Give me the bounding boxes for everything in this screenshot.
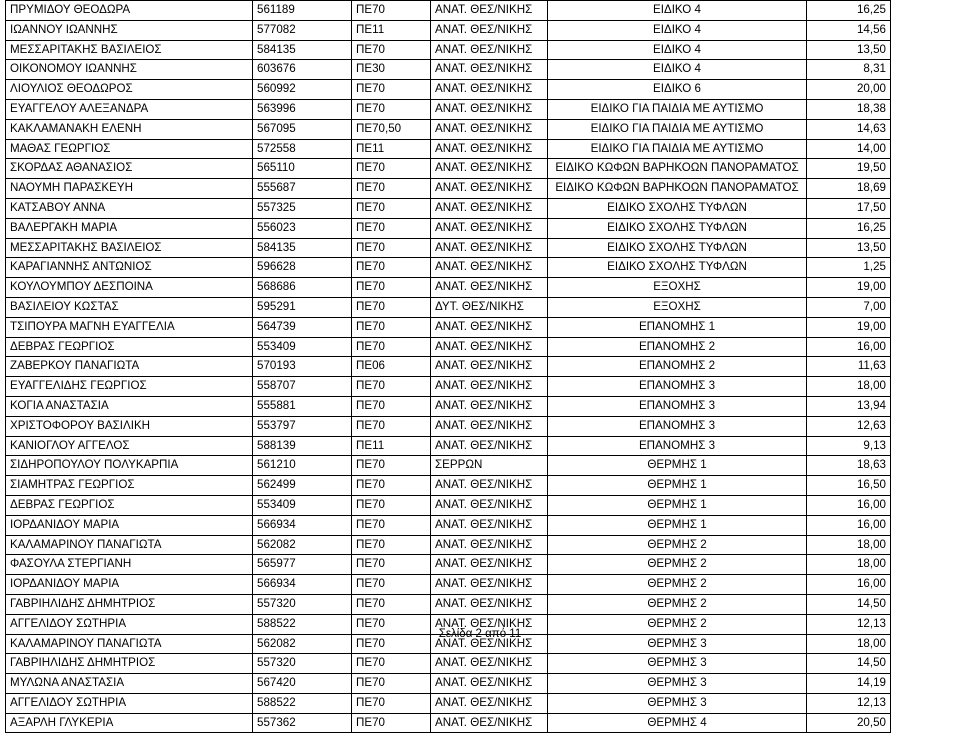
cell-school: ΘΕΡΜΗΣ 4 xyxy=(548,713,807,733)
cell-directorate: ΑΝΑΤ. ΘΕΣ/ΝΙΚΗΣ xyxy=(431,357,548,377)
cell-registry-number: 595291 xyxy=(253,297,352,317)
cell-school: ΕΙΔΙΚΟ ΣΧΟΛΗΣ ΤΥΦΛΩΝ xyxy=(548,258,807,278)
cell-registry-number: 566934 xyxy=(253,575,352,595)
cell-specialty: ΠΕ30 xyxy=(352,60,431,80)
cell-directorate: ΑΝΑΤ. ΘΕΣ/ΝΙΚΗΣ xyxy=(431,674,548,694)
cell-registry-number: 553797 xyxy=(253,416,352,436)
cell-school: ΕΙΔΙΚΟ ΚΩΦΩΝ ΒΑΡΗΚΟΩΝ ΠΑΝΟΡΑΜΑΤΟΣ xyxy=(548,159,807,179)
cell-name: ΓΑΒΡΙΗΛΙΔΗΣ ΔΗΜΗΤΡΙΟΣ xyxy=(6,654,253,674)
cell-registry-number: 557362 xyxy=(253,713,352,733)
cell-name: ΣΙΔΗΡΟΠΟΥΛΟΥ ΠΟΛΥΚΑΡΠΙΑ xyxy=(6,456,253,476)
cell-specialty: ΠΕ70 xyxy=(352,198,431,218)
table-row xyxy=(6,456,891,476)
table-row xyxy=(6,515,891,535)
cell-score: 20,00 xyxy=(807,80,891,100)
cell-specialty: ΠΕ70 xyxy=(352,555,431,575)
table-row xyxy=(6,476,891,496)
cell-directorate: ΑΝΑΤ. ΘΕΣ/ΝΙΚΗΣ xyxy=(431,555,548,575)
table-row xyxy=(6,535,891,555)
cell-score: 13,50 xyxy=(807,238,891,258)
cell-directorate: ΑΝΑΤ. ΘΕΣ/ΝΙΚΗΣ xyxy=(431,159,548,179)
table-row xyxy=(6,317,891,337)
cell-name: ΔΕΒΡΑΣ ΓΕΩΡΓΙΟΣ xyxy=(6,337,253,357)
cell-directorate: ΑΝΑΤ. ΘΕΣ/ΝΙΚΗΣ xyxy=(431,654,548,674)
cell-score: 8,31 xyxy=(807,60,891,80)
cell-school: ΕΙΔΙΚΟ 6 xyxy=(548,80,807,100)
cell-directorate: ΔΥΤ. ΘΕΣ/ΝΙΚΗΣ xyxy=(431,297,548,317)
cell-school: ΕΙΔΙΚΟ 4 xyxy=(548,20,807,40)
cell-score: 18,00 xyxy=(807,377,891,397)
cell-school: ΘΕΡΜΗΣ 3 xyxy=(548,634,807,654)
cell-specialty: ΠΕ70 xyxy=(352,238,431,258)
cell-registry-number: 555687 xyxy=(253,179,352,199)
cell-registry-number: 553409 xyxy=(253,495,352,515)
cell-school: ΕΠΑΝΟΜΗΣ 3 xyxy=(548,416,807,436)
cell-specialty: ΠΕ11 xyxy=(352,436,431,456)
cell-school: ΘΕΡΜΗΣ 2 xyxy=(548,555,807,575)
cell-directorate: ΑΝΑΤ. ΘΕΣ/ΝΙΚΗΣ xyxy=(431,60,548,80)
cell-specialty: ΠΕ70 xyxy=(352,693,431,713)
cell-directorate: ΑΝΑΤ. ΘΕΣ/ΝΙΚΗΣ xyxy=(431,238,548,258)
table-row xyxy=(6,416,891,436)
cell-score: 12,13 xyxy=(807,614,891,634)
cell-name: ΣΙΑΜΗΤΡΑΣ ΓΕΩΡΓΙΟΣ xyxy=(6,476,253,496)
cell-specialty: ΠΕ70 xyxy=(352,575,431,595)
cell-school: ΘΕΡΜΗΣ 1 xyxy=(548,456,807,476)
cell-school: ΕΠΑΝΟΜΗΣ 2 xyxy=(548,357,807,377)
cell-name: ΚΑΛΑΜΑΡΙΝΟΥ ΠΑΝΑΓΙΩΤΑ xyxy=(6,535,253,555)
cell-school: ΕΙΔΙΚΟ 4 xyxy=(548,60,807,80)
cell-registry-number: 558707 xyxy=(253,377,352,397)
cell-directorate: ΑΝΑΤ. ΘΕΣ/ΝΙΚΗΣ xyxy=(431,396,548,416)
cell-specialty: ΠΕ70 xyxy=(352,495,431,515)
cell-directorate: ΑΝΑΤ. ΘΕΣ/ΝΙΚΗΣ xyxy=(431,476,548,496)
cell-school: ΘΕΡΜΗΣ 3 xyxy=(548,693,807,713)
cell-registry-number: 596628 xyxy=(253,258,352,278)
table-row xyxy=(6,179,891,199)
cell-name: ΙΟΡΔΑΝΙΔΟΥ ΜΑΡΙΑ xyxy=(6,515,253,535)
cell-score: 18,63 xyxy=(807,456,891,476)
cell-name: ΟΙΚΟΝΟΜΟΥ ΙΩΑΝΝΗΣ xyxy=(6,60,253,80)
cell-name: ΑΞΑΡΛΗ ΓΛΥΚΕΡΙΑ xyxy=(6,713,253,733)
cell-specialty: ΠΕ70 xyxy=(352,159,431,179)
table-row xyxy=(6,278,891,298)
cell-score: 16,00 xyxy=(807,515,891,535)
cell-score: 13,50 xyxy=(807,40,891,60)
cell-specialty: ΠΕ70 xyxy=(352,456,431,476)
cell-specialty: ΠΕ70,50 xyxy=(352,119,431,139)
cell-score: 19,50 xyxy=(807,159,891,179)
table-row xyxy=(6,20,891,40)
table-row xyxy=(6,238,891,258)
cell-school: ΕΙΔΙΚΟ ΣΧΟΛΗΣ ΤΥΦΛΩΝ xyxy=(548,218,807,238)
cell-school: ΘΕΡΜΗΣ 3 xyxy=(548,654,807,674)
table-row xyxy=(6,258,891,278)
cell-directorate: ΑΝΑΤ. ΘΕΣ/ΝΙΚΗΣ xyxy=(431,377,548,397)
cell-score: 11,63 xyxy=(807,357,891,377)
table-row xyxy=(6,555,891,575)
cell-registry-number: 562082 xyxy=(253,634,352,654)
cell-specialty: ΠΕ70 xyxy=(352,317,431,337)
table-row xyxy=(6,297,891,317)
cell-name: ΔΕΒΡΑΣ ΓΕΩΡΓΙΟΣ xyxy=(6,495,253,515)
cell-specialty: ΠΕ11 xyxy=(352,139,431,159)
table-row xyxy=(6,40,891,60)
cell-name: ΚΑΛΑΜΑΡΙΝΟΥ ΠΑΝΑΓΙΩΤΑ xyxy=(6,634,253,654)
cell-school: ΕΠΑΝΟΜΗΣ 3 xyxy=(548,396,807,416)
cell-registry-number: 566934 xyxy=(253,515,352,535)
cell-school: ΘΕΡΜΗΣ 3 xyxy=(548,674,807,694)
cell-score: 19,00 xyxy=(807,317,891,337)
cell-directorate: ΑΝΑΤ. ΘΕΣ/ΝΙΚΗΣ xyxy=(431,258,548,278)
cell-registry-number: 564739 xyxy=(253,317,352,337)
cell-directorate: ΑΝΑΤ. ΘΕΣ/ΝΙΚΗΣ xyxy=(431,693,548,713)
cell-registry-number: 557320 xyxy=(253,594,352,614)
cell-registry-number: 568686 xyxy=(253,278,352,298)
cell-registry-number: 567420 xyxy=(253,674,352,694)
cell-score: 14,50 xyxy=(807,654,891,674)
cell-name: ΜΥΛΩΝΑ ΑΝΑΣΤΑΣΙΑ xyxy=(6,674,253,694)
table-row xyxy=(6,495,891,515)
cell-registry-number: 603676 xyxy=(253,60,352,80)
cell-specialty: ΠΕ70 xyxy=(352,40,431,60)
cell-registry-number: 563996 xyxy=(253,99,352,119)
cell-name: ΦΑΣΟΥΛΑ ΣΤΕΡΓΙΑΝΗ xyxy=(6,555,253,575)
cell-school: ΕΙΔΙΚΟ ΓΙΑ ΠΑΙΔΙΑ ΜΕ ΑΥΤΙΣΜΟ xyxy=(548,119,807,139)
cell-specialty: ΠΕ70 xyxy=(352,654,431,674)
candidates-table xyxy=(5,0,891,733)
cell-name: ΠΡΥΜΙΔΟΥ ΘΕΟΔΩΡΑ xyxy=(6,1,253,21)
table-row xyxy=(6,575,891,595)
cell-school: ΕΙΔΙΚΟ 4 xyxy=(548,1,807,21)
cell-directorate: ΑΝΑΤ. ΘΕΣ/ΝΙΚΗΣ xyxy=(431,634,548,654)
cell-name: ΙΩΑΝΝΟΥ ΙΩΑΝΝΗΣ xyxy=(6,20,253,40)
table-row xyxy=(6,594,891,614)
cell-school: ΕΙΔΙΚΟ ΣΧΟΛΗΣ ΤΥΦΛΩΝ xyxy=(548,238,807,258)
cell-directorate: ΑΝΑΤ. ΘΕΣ/ΝΙΚΗΣ xyxy=(431,20,548,40)
table-row xyxy=(6,436,891,456)
cell-registry-number: 588522 xyxy=(253,614,352,634)
cell-specialty: ΠΕ70 xyxy=(352,515,431,535)
cell-directorate: ΑΝΑΤ. ΘΕΣ/ΝΙΚΗΣ xyxy=(431,99,548,119)
cell-score: 14,50 xyxy=(807,594,891,614)
table-row xyxy=(6,674,891,694)
cell-score: 12,13 xyxy=(807,693,891,713)
cell-school: ΘΕΡΜΗΣ 1 xyxy=(548,476,807,496)
cell-specialty: ΠΕ70 xyxy=(352,258,431,278)
cell-registry-number: 588139 xyxy=(253,436,352,456)
cell-directorate: ΑΝΑΤ. ΘΕΣ/ΝΙΚΗΣ xyxy=(431,713,548,733)
cell-registry-number: 565977 xyxy=(253,555,352,575)
table-row xyxy=(6,1,891,21)
cell-school: ΕΠΑΝΟΜΗΣ 1 xyxy=(548,317,807,337)
cell-score: 16,00 xyxy=(807,575,891,595)
cell-score: 13,94 xyxy=(807,396,891,416)
cell-score: 14,63 xyxy=(807,119,891,139)
cell-registry-number: 557325 xyxy=(253,198,352,218)
cell-score: 12,63 xyxy=(807,416,891,436)
table-row xyxy=(6,693,891,713)
cell-specialty: ΠΕ70 xyxy=(352,278,431,298)
cell-score: 16,00 xyxy=(807,495,891,515)
table-row xyxy=(6,396,891,416)
cell-registry-number: 562082 xyxy=(253,535,352,555)
cell-score: 19,00 xyxy=(807,278,891,298)
cell-score: 16,50 xyxy=(807,476,891,496)
cell-directorate: ΑΝΑΤ. ΘΕΣ/ΝΙΚΗΣ xyxy=(431,179,548,199)
cell-name: ΧΡΙΣΤΟΦΟΡΟΥ ΒΑΣΙΛΙΚΗ xyxy=(6,416,253,436)
cell-directorate: ΑΝΑΤ. ΘΕΣ/ΝΙΚΗΣ xyxy=(431,1,548,21)
cell-name: ΜΕΣΣΑΡΙΤΑΚΗΣ ΒΑΣΙΛΕΙΟΣ xyxy=(6,40,253,60)
cell-registry-number: 560992 xyxy=(253,80,352,100)
cell-registry-number: 584135 xyxy=(253,40,352,60)
cell-directorate: ΑΝΑΤ. ΘΕΣ/ΝΙΚΗΣ xyxy=(431,495,548,515)
cell-registry-number: 588522 xyxy=(253,693,352,713)
table-row xyxy=(6,357,891,377)
page-number: Σελίδα 2 από 11 xyxy=(438,628,522,640)
cell-registry-number: 556023 xyxy=(253,218,352,238)
table-row xyxy=(6,713,891,733)
table-row xyxy=(6,60,891,80)
table-row xyxy=(6,337,891,357)
cell-specialty: ΠΕ70 xyxy=(352,535,431,555)
cell-score: 16,00 xyxy=(807,337,891,357)
cell-name: ΖΑΒΕΡΚΟΥ ΠΑΝΑΓΙΩΤΑ xyxy=(6,357,253,377)
cell-registry-number: 570193 xyxy=(253,357,352,377)
cell-name: ΑΓΓΕΛΙΔΟΥ ΣΩΤΗΡΙΑ xyxy=(6,614,253,634)
cell-specialty: ΠΕ70 xyxy=(352,594,431,614)
cell-score: 18,00 xyxy=(807,634,891,654)
cell-score: 16,25 xyxy=(807,218,891,238)
cell-directorate: ΣΕΡΡΩΝ xyxy=(431,456,548,476)
cell-score: 18,69 xyxy=(807,179,891,199)
cell-name: ΚΟΓΙΑ ΑΝΑΣΤΑΣΙΑ xyxy=(6,396,253,416)
cell-specialty: ΠΕ70 xyxy=(352,297,431,317)
cell-name: ΣΚΟΡΔΑΣ ΑΘΑΝΑΣΙΟΣ xyxy=(6,159,253,179)
cell-school: ΘΕΡΜΗΣ 2 xyxy=(548,594,807,614)
table-row xyxy=(6,119,891,139)
cell-directorate: ΑΝΑΤ. ΘΕΣ/ΝΙΚΗΣ xyxy=(431,436,548,456)
cell-specialty: ΠΕ70 xyxy=(352,1,431,21)
cell-specialty: ΠΕ70 xyxy=(352,337,431,357)
cell-specialty: ΠΕ70 xyxy=(352,674,431,694)
cell-name: ΚΑΤΣΑΒΟΥ ΑΝΝΑ xyxy=(6,198,253,218)
table-row xyxy=(6,218,891,238)
cell-name: ΙΟΡΔΑΝΙΔΟΥ ΜΑΡΙΑ xyxy=(6,575,253,595)
cell-directorate: ΑΝΑΤ. ΘΕΣ/ΝΙΚΗΣ xyxy=(431,594,548,614)
cell-specialty: ΠΕ70 xyxy=(352,476,431,496)
cell-specialty: ΠΕ11 xyxy=(352,20,431,40)
cell-specialty: ΠΕ70 xyxy=(352,218,431,238)
cell-score: 14,00 xyxy=(807,139,891,159)
cell-school: ΕΞΟΧΗΣ xyxy=(548,278,807,298)
cell-specialty: ΠΕ70 xyxy=(352,179,431,199)
cell-registry-number: 565110 xyxy=(253,159,352,179)
cell-school: ΕΙΔΙΚΟ ΣΧΟΛΗΣ ΤΥΦΛΩΝ xyxy=(548,198,807,218)
cell-specialty: ΠΕ70 xyxy=(352,416,431,436)
cell-directorate: ΑΝΑΤ. ΘΕΣ/ΝΙΚΗΣ xyxy=(431,317,548,337)
cell-school: ΘΕΡΜΗΣ 2 xyxy=(548,575,807,595)
cell-school: ΕΞΟΧΗΣ xyxy=(548,297,807,317)
cell-name: ΛΙΟΥΛΙΟΣ ΘΕΟΔΩΡΟΣ xyxy=(6,80,253,100)
cell-specialty: ΠΕ70 xyxy=(352,634,431,654)
cell-name: ΑΓΓΕΛΙΔΟΥ ΣΩΤΗΡΙΑ xyxy=(6,693,253,713)
cell-specialty: ΠΕ70 xyxy=(352,377,431,397)
cell-score: 14,19 xyxy=(807,674,891,694)
cell-specialty: ΠΕ70 xyxy=(352,99,431,119)
cell-directorate: ΑΝΑΤ. ΘΕΣ/ΝΙΚΗΣ xyxy=(431,614,548,634)
cell-score: 16,25 xyxy=(807,1,891,21)
cell-name: ΒΑΣΙΛΕΙΟΥ ΚΩΣΤΑΣ xyxy=(6,297,253,317)
cell-registry-number: 557320 xyxy=(253,654,352,674)
cell-specialty: ΠΕ06 xyxy=(352,357,431,377)
cell-directorate: ΑΝΑΤ. ΘΕΣ/ΝΙΚΗΣ xyxy=(431,218,548,238)
cell-registry-number: 561189 xyxy=(253,1,352,21)
cell-directorate: ΑΝΑΤ. ΘΕΣ/ΝΙΚΗΣ xyxy=(431,535,548,555)
table-row xyxy=(6,139,891,159)
cell-directorate: ΑΝΑΤ. ΘΕΣ/ΝΙΚΗΣ xyxy=(431,119,548,139)
cell-name: ΚΑΝΙΟΓΛΟΥ ΑΓΓΕΛΟΣ xyxy=(6,436,253,456)
table-row xyxy=(6,198,891,218)
cell-school: ΘΕΡΜΗΣ 1 xyxy=(548,515,807,535)
cell-registry-number: 572558 xyxy=(253,139,352,159)
cell-school: ΕΠΑΝΟΜΗΣ 3 xyxy=(548,377,807,397)
cell-score: 1,25 xyxy=(807,258,891,278)
cell-registry-number: 562499 xyxy=(253,476,352,496)
table-row xyxy=(6,80,891,100)
cell-name: ΤΣΙΠΟΥΡΑ ΜΑΓΝΗ ΕΥΑΓΓΕΛΙΑ xyxy=(6,317,253,337)
table-row xyxy=(6,654,891,674)
cell-specialty: ΠΕ70 xyxy=(352,396,431,416)
cell-registry-number: 561210 xyxy=(253,456,352,476)
cell-score: 18,00 xyxy=(807,555,891,575)
cell-specialty: ΠΕ70 xyxy=(352,614,431,634)
cell-directorate: ΑΝΑΤ. ΘΕΣ/ΝΙΚΗΣ xyxy=(431,80,548,100)
cell-name: ΕΥΑΓΓΕΛΟΥ ΑΛΕΞΑΝΔΡΑ xyxy=(6,99,253,119)
cell-school: ΕΙΔΙΚΟ ΚΩΦΩΝ ΒΑΡΗΚΟΩΝ ΠΑΝΟΡΑΜΑΤΟΣ xyxy=(548,179,807,199)
cell-school: ΘΕΡΜΗΣ 2 xyxy=(548,614,807,634)
cell-specialty: ΠΕ70 xyxy=(352,80,431,100)
cell-score: 7,00 xyxy=(807,297,891,317)
cell-school: ΘΕΡΜΗΣ 2 xyxy=(548,535,807,555)
cell-registry-number: 567095 xyxy=(253,119,352,139)
cell-name: ΜΑΘΑΣ ΓΕΩΡΓΙΟΣ xyxy=(6,139,253,159)
cell-score: 14,56 xyxy=(807,20,891,40)
table-body xyxy=(6,1,891,733)
cell-name: ΝΑΟΥΜΗ ΠΑΡΑΣΚΕΥΗ xyxy=(6,179,253,199)
cell-registry-number: 577082 xyxy=(253,20,352,40)
cell-specialty: ΠΕ70 xyxy=(352,713,431,733)
cell-school: ΕΙΔΙΚΟ 4 xyxy=(548,40,807,60)
table-row xyxy=(6,99,891,119)
cell-directorate: ΑΝΑΤ. ΘΕΣ/ΝΙΚΗΣ xyxy=(431,575,548,595)
cell-directorate: ΑΝΑΤ. ΘΕΣ/ΝΙΚΗΣ xyxy=(431,416,548,436)
cell-school: ΕΠΑΝΟΜΗΣ 2 xyxy=(548,337,807,357)
cell-directorate: ΑΝΑΤ. ΘΕΣ/ΝΙΚΗΣ xyxy=(431,515,548,535)
cell-directorate: ΑΝΑΤ. ΘΕΣ/ΝΙΚΗΣ xyxy=(431,278,548,298)
cell-score: 18,00 xyxy=(807,535,891,555)
cell-name: ΜΕΣΣΑΡΙΤΑΚΗΣ ΒΑΣΙΛΕΙΟΣ xyxy=(6,238,253,258)
cell-name: ΚΟΥΛΟΥΜΠΟΥ ΔΕΣΠΟΙΝΑ xyxy=(6,278,253,298)
cell-directorate: ΑΝΑΤ. ΘΕΣ/ΝΙΚΗΣ xyxy=(431,139,548,159)
cell-score: 17,50 xyxy=(807,198,891,218)
cell-registry-number: 555881 xyxy=(253,396,352,416)
cell-score: 20,50 xyxy=(807,713,891,733)
cell-registry-number: 584135 xyxy=(253,238,352,258)
cell-name: ΓΑΒΡΙΗΛΙΔΗΣ ΔΗΜΗΤΡΙΟΣ xyxy=(6,594,253,614)
cell-name: ΒΑΛΕΡΓΑΚΗ ΜΑΡΙΑ xyxy=(6,218,253,238)
cell-directorate: ΑΝΑΤ. ΘΕΣ/ΝΙΚΗΣ xyxy=(431,337,548,357)
table-row xyxy=(6,159,891,179)
cell-school: ΕΙΔΙΚΟ ΓΙΑ ΠΑΙΔΙΑ ΜΕ ΑΥΤΙΣΜΟ xyxy=(548,99,807,119)
cell-school: ΕΙΔΙΚΟ ΓΙΑ ΠΑΙΔΙΑ ΜΕ ΑΥΤΙΣΜΟ xyxy=(548,139,807,159)
cell-name: ΕΥΑΓΓΕΛΙΔΗΣ ΓΕΩΡΓΙΟΣ xyxy=(6,377,253,397)
cell-registry-number: 553409 xyxy=(253,337,352,357)
cell-score: 9,13 xyxy=(807,436,891,456)
cell-score: 18,38 xyxy=(807,99,891,119)
cell-name: ΚΑΚΛΑΜΑΝΑΚΗ ΕΛΕΝΗ xyxy=(6,119,253,139)
cell-name: ΚΑΡΑΓΙΑΝΝΗΣ ΑΝΤΩΝΙΟΣ xyxy=(6,258,253,278)
cell-directorate: ΑΝΑΤ. ΘΕΣ/ΝΙΚΗΣ xyxy=(431,40,548,60)
cell-school: ΕΠΑΝΟΜΗΣ 3 xyxy=(548,436,807,456)
cell-school: ΘΕΡΜΗΣ 1 xyxy=(548,495,807,515)
table-row xyxy=(6,377,891,397)
cell-directorate: ΑΝΑΤ. ΘΕΣ/ΝΙΚΗΣ xyxy=(431,198,548,218)
